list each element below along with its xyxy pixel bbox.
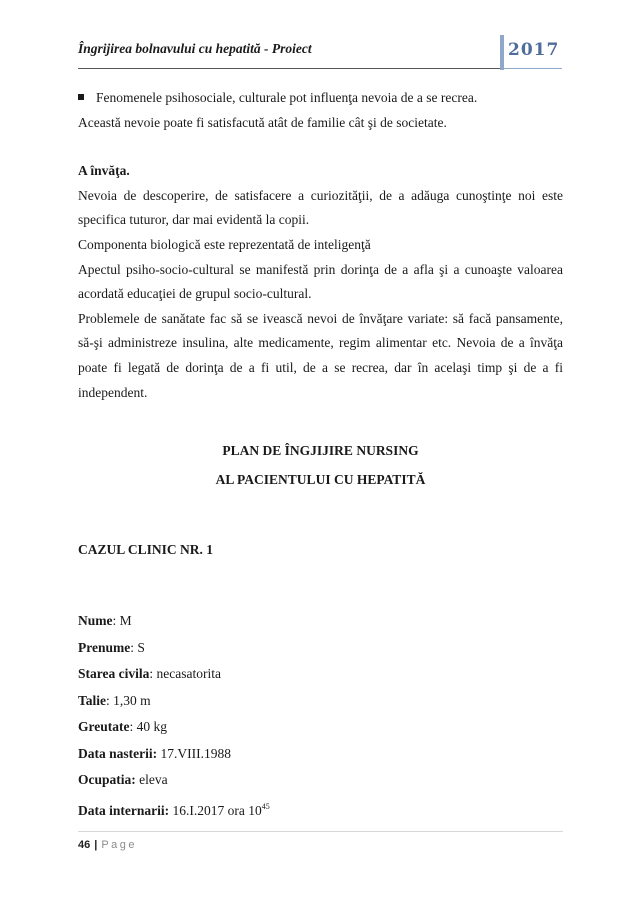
learn-paragraph-1: Nevoia de descoperire, de satisfacere a curiozităţii, de a adăuga cunoştinţe noi este specifica tuturor, dar mai evidentă la copii.: [78, 187, 563, 228]
bullet-paragraph: [78, 86, 563, 111]
spacer: [78, 563, 563, 609]
header-year: 2017: [508, 40, 560, 60]
plan-title-line-2: AL PACIENTULUI CU HEPATITĂ: [215, 471, 426, 487]
patient-talie: [78, 689, 563, 714]
case-title: CAZUL CLINIC NR. 1: [78, 542, 214, 558]
prenume-label: Prenume: [78, 639, 131, 655]
patient-data-nasterii: [78, 742, 563, 767]
header-title: Îngrijirea bolnavului cu hepatită - Proiect: [78, 41, 312, 56]
talie-value: : 1,30 m: [106, 692, 151, 708]
greutate-value: : 40 kg: [129, 719, 167, 735]
patient-prenume: [78, 636, 563, 661]
learn-paragraph-3: Apectul psiho-socio-cultural se manifestă prin dorinţa de a afla şi a cunoaşte valoarea acordată educaţiei de grupul socio-cultural.: [78, 261, 563, 302]
ocupatia-value: eleva: [135, 772, 168, 788]
data-internarii-label: Data internarii:: [78, 803, 170, 819]
square-bullet-icon: [78, 94, 84, 100]
nume-value: : M: [112, 612, 132, 628]
spacer: [78, 492, 563, 538]
patient-data-internarii: [78, 795, 563, 824]
learn-heading: A învăţa.: [78, 163, 130, 179]
talie-label: Talie: [78, 692, 107, 708]
document-body: [78, 86, 563, 824]
patient-nume: [78, 609, 563, 634]
bullet-line-2: Această nevoie poate fi satisfacută atât de familie cât şi de societate.: [78, 114, 447, 130]
page-number: 46: [78, 839, 91, 851]
learn-paragraph-4: Problemele de sanătate fac să se ivească nevoi de învăţare variate: să facă pansamente, să-şi administreze insulina, alte medicamente, regim alimentar etc. Nevoia de a învăţa poate fi legată de dorinţa de a fi util, de a se recrea, dar în acelaşi timp şi de a fi independent.: [78, 310, 563, 400]
patient-greutate: [78, 715, 563, 740]
header-year-divider: [504, 68, 562, 69]
header-divider: [78, 68, 500, 69]
greutate-label: Greutate: [78, 719, 130, 735]
plan-title-line-1: PLAN DE ÎNGJIJIRE NURSING: [222, 443, 419, 459]
spacer: [78, 135, 563, 159]
spacer: [78, 405, 563, 439]
header-year-bar: [500, 35, 504, 70]
nume-label: Nume: [78, 612, 113, 628]
data-internarii-minutes: 45: [261, 802, 270, 812]
patient-stare-civila: [78, 662, 563, 687]
patient-ocupatia: [78, 768, 563, 793]
data-nasterii-label: Data nasterii:: [78, 745, 158, 761]
prenume-value: : S: [130, 639, 145, 655]
learn-paragraph-2: Componenta biologică este reprezentată de inteligenţă: [78, 236, 371, 252]
data-internarii-value: 16.I.2017 ora 10: [169, 803, 262, 819]
footer-divider: [78, 831, 563, 832]
stare-civila-value: : necasatorita: [149, 666, 221, 682]
data-nasterii-value: 17.VIII.1988: [157, 745, 231, 761]
ocupatia-label: Ocupatia:: [78, 772, 136, 788]
bullet-line-1: Fenomenele psihosociale, culturale pot influenţa nevoia de a se recrea.: [96, 90, 478, 105]
page-word: Page: [101, 839, 138, 851]
footer-separator: |: [94, 839, 98, 851]
stare-civila-label: Starea civila: [78, 666, 150, 682]
footer: [78, 839, 137, 851]
